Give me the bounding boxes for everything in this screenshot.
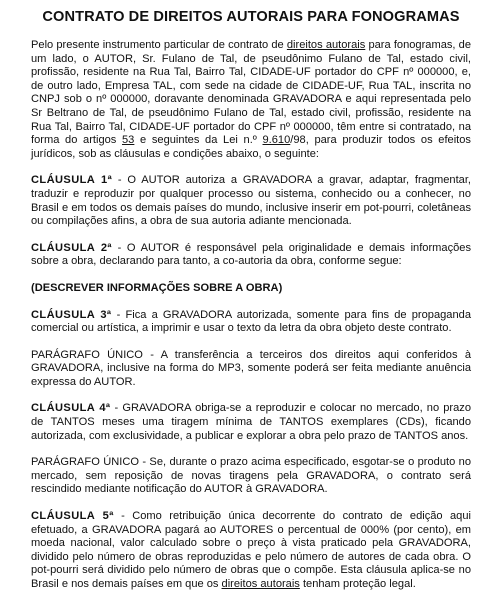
clause-label: CLÁUSULA 5ª (31, 510, 114, 523)
intro-text-a: Pelo presente instrumento particular de contrato de (31, 39, 287, 51)
clause-2 (31, 242, 471, 269)
intro-paragraph (31, 39, 471, 161)
clause-4 (31, 402, 471, 443)
clause-5 (31, 510, 471, 592)
clause-label: CLÁUSULA 3ª (31, 308, 112, 321)
intro-text-d: /98, para produzir todos os efeitos jurídicos, sob as cláusulas e condições abaixo, o seguinte: (31, 134, 471, 160)
clause-label: CLÁUSULA 2ª (31, 241, 112, 254)
clause-text: - O AUTOR é responsável pela originalidade e demais informações sobre a obra, declarando para tanto, a co-autoria da obra, conforme segue: (31, 241, 471, 268)
clause-text: - Fica a GRAVADORA autorizada, somente para fins de propaganda comercial ou artística, a imprimir e usar o texto da letra da obra objeto deste contrato. (31, 308, 471, 335)
clause-1 (31, 174, 471, 228)
clause-text-a: - Como retribuição única decorrente do contrato de edição aqui efetuado, a GRAVADORA pagará ao AUTORES o percentual de 000% (por cento), em moeda nacional, valor calculado sobre o preço à vista praticado pela GRAVADORA, dividido pelo número de obras reproduzidas e pelo número de autores de cada obra. O pot-pourri será dividido pelo número de obras que o compõe. Esta cláusula aplica-se no Brasil e nos demais países em que os (31, 510, 471, 590)
clause-3 (31, 309, 471, 336)
clause-label: CLÁUSULA 1ª (31, 174, 113, 187)
document-title: CONTRATO DE DIREITOS AUTORAIS PARA FONOGRAMAS (42, 9, 460, 25)
clause-text: - O AUTOR autoriza a GRAVADORA a gravar, adaptar, fragmentar, traduzir e reproduzir por qualquer processo ou sistema, conhecido ou a conhecer, no Brasil e em todos os demais países do mundo, inclusive inserir em pot-pourri, coletâneas ou compilações afins, a obra de sua autoria adiante mencionada. (31, 174, 471, 228)
clause-label: CLÁUSULA 4ª (31, 402, 111, 415)
link-direitos-autorais[interactable]: direitos autorais (286, 39, 366, 51)
link-direitos-autorais-2[interactable]: direitos autorais (221, 578, 300, 590)
link-lei-9610[interactable]: 9.610 (262, 134, 291, 147)
clause-text-b: tenham proteção legal. (299, 578, 416, 590)
intro-text-b: para fonogramas, de um lado, o AUTOR, Sr. Fulano de Tal, de pseudônimo Fulano de Tal, estado civil, profissão, residente na Rua Tal, Bairro Tal, CIDADE-UF portador do CPF nº 000000, e, de outro lado, Empresa TAL, com sede na cidade de CIDADE-UF, Rua TAL, inscrita no CNPJ sob o nº 000000, doravante denominada GRAVADORA e aqui representada pelo Sr Beltrano de Tal, de pseudônimo Fulano de Tal, estado civil, profissão, residente na Rua Tal, Bairro Tal, CIDADE-UF portador do CPF nº 000000, têm entre si contratado, na forma do artigos (31, 39, 471, 147)
paragrafo-unico-2: PARÁGRAFO ÚNICO - Se, durante o prazo acima especificado, esgotar-se o produto no mercado, sem reposição de novas tiragens pela GRAVADORA, o contrato será rescindido mediante notificação do AUTOR à GRAVADORA. (31, 456, 471, 496)
describe-work-heading: (DESCREVER INFORMAÇÕES SOBRE A OBRA) (31, 281, 283, 294)
clause-text: - GRAVADORA obriga-se a reproduzir e colocar no mercado, no prazo de TANTOS meses uma tiragem mínima de TANTOS exemplares (CDs), ficando autorizada, com exclusividade, a publicar e explorar a obra pelo prazo de TANTOS anos. (31, 402, 472, 442)
link-artigo-53[interactable]: 53 (122, 134, 135, 147)
intro-text-c: e seguintes da Lei n.º (134, 134, 263, 147)
paragrafo-unico-1: PARÁGRAFO ÚNICO - A transferência a terceiros dos direitos aqui conferidos à GRAVADORA, inclusive na forma do MP3, somente poderá ser feita mediante anuência expressa do AUTOR. (31, 348, 471, 388)
